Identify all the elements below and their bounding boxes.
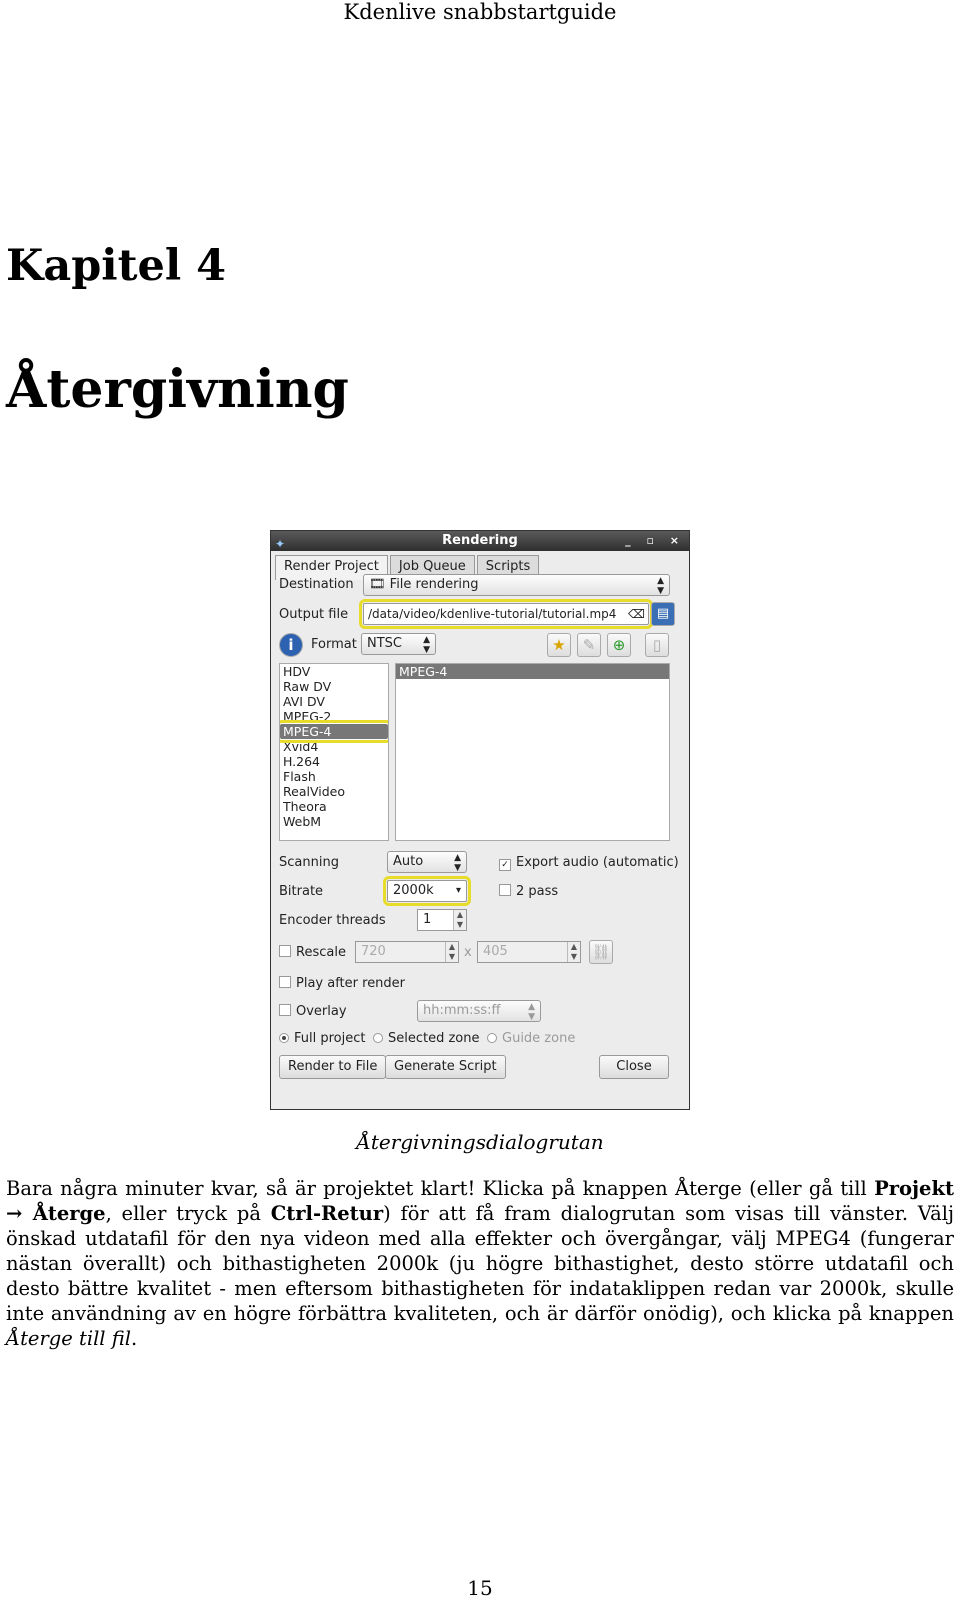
encoder-threads-value: 1	[423, 912, 432, 927]
chain-link-icon[interactable]: ⛓	[589, 940, 613, 964]
destination-select[interactable]	[363, 574, 670, 596]
two-pass-checkbox[interactable]	[499, 884, 558, 899]
list-item[interactable]: Flash	[283, 769, 316, 784]
rescale-x-label: x	[464, 945, 472, 960]
button-reference: Återge till fil	[6, 1327, 131, 1350]
play-after-render-label: Play after render	[296, 976, 406, 991]
new-profile-icon[interactable]: ⊕	[607, 633, 631, 657]
dialog-titlebar	[271, 531, 689, 551]
overlay-label: Overlay	[296, 1004, 347, 1019]
updown-arrows-icon: ▲ ▼	[454, 853, 461, 873]
updown-arrows-icon: ▲ ▼	[528, 1002, 535, 1022]
list-item[interactable]: RealVideo	[283, 784, 345, 799]
encoder-threads-label: Encoder threads	[279, 913, 386, 928]
radio-dot	[487, 1033, 497, 1043]
window-buttons[interactable]: _ ▫ ×	[625, 534, 685, 547]
checkbox-box	[499, 884, 511, 896]
checkbox-box	[279, 976, 291, 988]
guide-zone-label: Guide zone	[502, 1031, 576, 1046]
bitrate-label: Bitrate	[279, 884, 324, 899]
list-item[interactable]: AVI DV	[283, 694, 325, 709]
guide-zone-radio[interactable]	[487, 1031, 575, 1046]
save-file-icon[interactable]: ▤	[651, 602, 675, 626]
updown-arrows-icon: ▲ ▼	[657, 576, 664, 596]
checkmark-icon: ✓	[499, 859, 511, 871]
page-number: 15	[467, 1576, 493, 1600]
paragraph-text-3: ) för att få fram dialogrutan som visas till vänster. Välj önskad utdatafil för den nya videon med alla effekter och övergångar, välj MPEG4 (fungerar nästan överallt) och bithastigheten 2000k (ju högre bithastighet, desto större utdatafil och desto bättre kvalitet - men eftersom bithastigheten för indataklippen redan var 2000k, skulle inte användning av en högre förbättra kvaliteten, och är därför onödig), och klicka på knappen	[6, 1202, 954, 1325]
edit-profile-icon[interactable]: ✎	[577, 633, 601, 657]
export-audio-checkbox[interactable]	[499, 855, 679, 871]
rescale-height-value: 405	[483, 944, 508, 959]
running-header: Kdenlive snabbstartguide	[343, 0, 617, 24]
clear-field-icon[interactable]: ⌫	[628, 607, 645, 621]
delete-profile-icon[interactable]: ▯	[645, 633, 669, 657]
checkbox-box	[279, 1004, 291, 1016]
checkbox-box	[279, 945, 291, 957]
info-icon[interactable]: i	[279, 633, 303, 657]
list-item-selected[interactable]: MPEG-4	[280, 724, 388, 739]
scanning-value: Auto	[393, 854, 424, 869]
output-file-value: /data/video/kdenlive-tutorial/tutorial.mp4	[368, 607, 617, 621]
rescale-label: Rescale	[296, 945, 346, 960]
overlay-checkbox[interactable]	[279, 1004, 347, 1019]
rendering-dialog-screenshot	[270, 530, 690, 1110]
overlay-value: hh:mm:ss:ff	[423, 1003, 501, 1018]
film-icon: 🎞	[369, 577, 386, 592]
list-item[interactable]: WebM	[283, 814, 322, 829]
destination-label: Destination	[279, 577, 354, 592]
list-item[interactable]: HDV	[283, 664, 311, 679]
dialog-title: Rendering	[442, 533, 518, 548]
list-item[interactable]: Theora	[283, 799, 327, 814]
format-category-list[interactable]	[279, 663, 389, 841]
chapter-label: Kapitel 4	[6, 241, 227, 291]
paragraph-text-4: .	[131, 1327, 138, 1350]
overlay-select[interactable]	[417, 1000, 541, 1022]
figure-caption: Återgivningsdialogrutan	[356, 1130, 604, 1154]
list-item[interactable]: MPEG-2	[283, 709, 332, 724]
format-label: Format	[311, 637, 357, 652]
play-after-render-checkbox[interactable]	[279, 976, 405, 991]
format-select[interactable]	[361, 633, 436, 655]
output-file-input[interactable]	[363, 603, 649, 625]
profile-list[interactable]	[395, 663, 670, 841]
encoder-threads-spinbox[interactable]	[417, 909, 467, 931]
shortcut-key: Ctrl-Retur	[270, 1202, 384, 1225]
radio-dot	[373, 1033, 383, 1043]
body-paragraph	[6, 1176, 954, 1351]
list-item[interactable]: H.264	[283, 754, 321, 769]
list-item[interactable]: Xvid4	[283, 739, 319, 754]
updown-arrows-icon: ▲ ▼	[423, 635, 430, 655]
rescale-width-value: 720	[361, 944, 386, 959]
close-button[interactable]: Close	[599, 1055, 669, 1079]
paragraph-text-1: Bara några minuter kvar, så är projektet klart! Klicka på knappen Återge (eller gå till	[6, 1177, 875, 1200]
list-item-selected[interactable]: MPEG-4	[396, 664, 669, 679]
output-file-label: Output file	[279, 607, 349, 622]
full-project-label: Full project	[294, 1031, 366, 1046]
spin-arrows-icon: ▲ ▼	[567, 942, 580, 962]
export-audio-label: Export audio (automatic)	[516, 855, 679, 870]
chevron-down-icon: ▾	[455, 885, 461, 896]
destination-value: File rendering	[389, 577, 479, 592]
scanning-select[interactable]	[387, 851, 467, 873]
two-pass-label: 2 pass	[516, 884, 559, 899]
rescale-checkbox[interactable]	[279, 945, 346, 960]
bitrate-select[interactable]	[387, 880, 467, 902]
menu-path: Projekt → Återge	[6, 1177, 954, 1225]
rescale-width-spinbox[interactable]	[355, 941, 459, 963]
tab-job-queue[interactable]: Job Queue	[390, 555, 475, 578]
format-value: NTSC	[367, 636, 402, 651]
radio-dot	[279, 1033, 289, 1043]
chapter-title: Återgivning	[6, 359, 349, 420]
star-favorite-icon[interactable]: ★	[547, 633, 571, 657]
full-project-radio[interactable]	[279, 1031, 365, 1046]
selected-zone-label: Selected zone	[388, 1031, 480, 1046]
paragraph-text-2: , eller tryck på	[105, 1202, 271, 1225]
scanning-label: Scanning	[279, 855, 339, 870]
generate-script-button[interactable]: Generate Script	[385, 1055, 506, 1079]
spin-arrows-icon: ▲ ▼	[445, 942, 458, 962]
spin-arrows-icon[interactable]: ▲ ▼	[453, 910, 466, 930]
list-item[interactable]: Raw DV	[283, 679, 332, 694]
tab-render-project[interactable]: Render Project	[275, 555, 388, 580]
tab-scripts[interactable]: Scripts	[477, 555, 539, 578]
rescale-height-spinbox[interactable]	[477, 941, 581, 963]
bitrate-value: 2000k	[393, 883, 434, 898]
kdenlive-app-icon: ✦	[275, 537, 286, 551]
selected-zone-radio[interactable]	[373, 1031, 480, 1046]
render-to-file-button[interactable]: Render to File	[279, 1055, 386, 1079]
